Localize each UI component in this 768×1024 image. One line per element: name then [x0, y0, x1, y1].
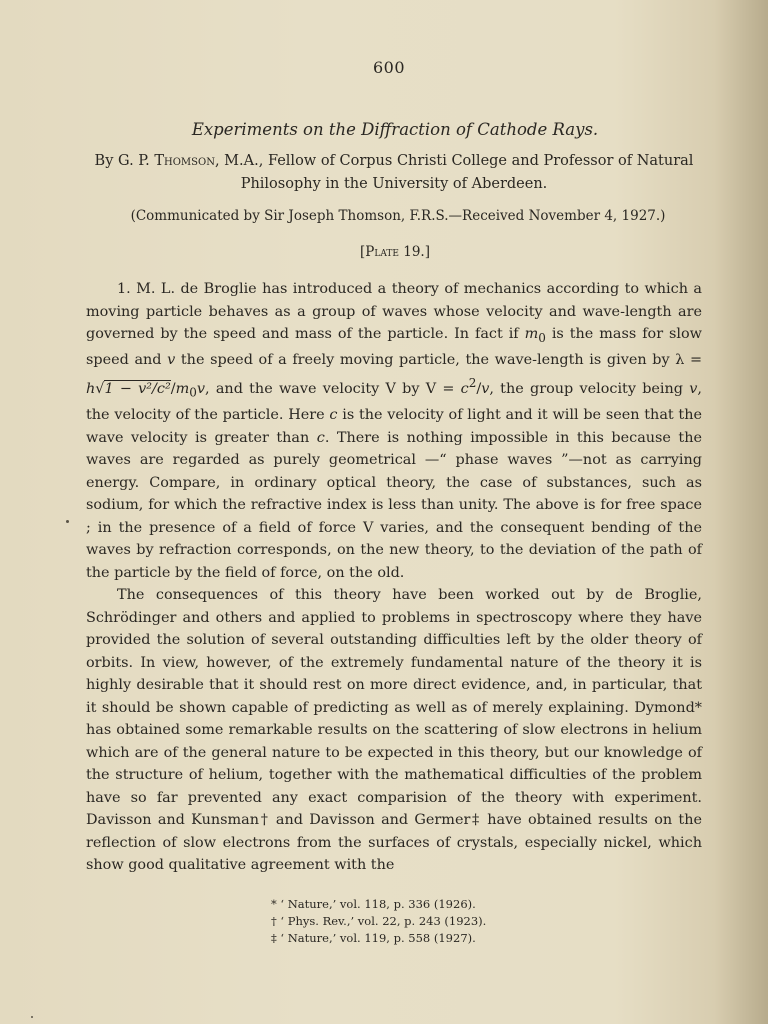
paper-speck — [66, 520, 69, 523]
footnote-1: * ‘ Nature,’ vol. 118, p. 336 (1926). — [271, 897, 476, 911]
math-c: c — [316, 429, 325, 446]
math-h: h — [86, 380, 96, 397]
plate-number: 19.] — [398, 244, 430, 260]
text-run: , the velocity of the particle. Here — [86, 380, 702, 424]
text-run: have obtained results on the reflection of slow electrons from the surfaces of crystals, especially nickel, which show good qualitative agreement with the — [86, 812, 702, 874]
math-v: v — [167, 352, 176, 369]
math-subscript: 0 — [189, 385, 197, 400]
text-run: is the velocity of light and it will be seen that the wave velocity is greater than — [86, 407, 702, 446]
math-m: m — [175, 380, 190, 397]
math-v: v — [689, 380, 698, 397]
page-number: 600 — [372, 58, 406, 77]
text-run: and Davisson and Germer — [269, 812, 471, 829]
plate-open-bracket: [ — [360, 244, 366, 260]
footnote-ref-dagger: † — [259, 812, 270, 829]
math-v: v — [481, 380, 490, 397]
text-run: / — [476, 380, 482, 397]
plate-word: Plate — [365, 244, 399, 260]
author-byline — [88, 150, 700, 196]
article-title: Experiments on the Diffraction of Cathode Rays. — [191, 120, 599, 139]
paragraph-2 — [86, 584, 702, 877]
article-body — [86, 278, 702, 877]
footnote-ref-double-dagger: ‡ — [470, 812, 481, 829]
text-run: The consequences of this theory have been worked out by de Broglie, Schrödinger and others and applied to problems in spectroscopy where they have provided the solution of several outstanding difficulties left by the older theory of orbits. In view, however, of the extremely fundamental nature of the theory it is highly desirable that it should rest on more direct evidence, and, in particular, that it should be shown capable of predicting as well as of merely explaining. Dymond — [86, 587, 702, 716]
text-run: , the group velocity being — [489, 380, 690, 397]
text-run: has obtained some remarkable results on the scattering of slow electrons in helium which are of the general nature to be expected in this theory, but our knowledge of the structure of helium, together with the mathematical difficulties of the problem have so far prevented any exact comparision of the theory with experiment. Davisson and Kunsman — [86, 722, 702, 829]
byline-by: By G. P. — [94, 153, 155, 169]
plate-reference — [0, 244, 768, 260]
footnote-ref-star: * — [694, 699, 702, 716]
footnote-2: † ‘ Phys. Rev.,’ vol. 22, p. 243 (1923). — [271, 914, 487, 928]
author-affiliation: , M.A., Fellow of Corpus Christi College and Professor of Natural Philosophy in the University of Aberdeen. — [214, 153, 694, 192]
math-superscript: 2 — [468, 375, 477, 390]
math-m: m — [524, 326, 539, 342]
paragraph-1 — [86, 278, 702, 584]
math-slash: / — [170, 380, 176, 397]
author-name: Thomson — [154, 153, 215, 169]
math-v: v — [196, 380, 206, 397]
text-run: is the mass for slow speed and — [86, 326, 703, 369]
paper-speck — [31, 1016, 33, 1018]
math-c: c — [329, 407, 338, 424]
footnotes — [271, 896, 486, 947]
communicated-line: (Communicated by Sir Joseph Thomson, F.R.S.—Received November 4, 1927.) — [130, 208, 666, 224]
text-run: . There is nothing impossible in this because the waves are regarded as purely geometrical —“ phase waves ”—not as carrying energy. Compare, in ordinary optical theory, the case of substances, such as sodium, for which the refractive index is less than unity. The above is for free space ; in the presence of a field of force V varies, and the consequent bending of the waves by refraction corresponds, on the new theory, to the deviation of the path of the particle by the field of force, on the old. — [86, 429, 703, 581]
text-run: , and the wave velocity V by V = — [205, 380, 461, 397]
math-c: c — [460, 380, 469, 397]
footnote-3: ‡ ‘ Nature,’ vol. 119, p. 558 (1927). — [271, 931, 476, 945]
text-run: 1. M. L. de Broglie has introduced a theory of mechanics according to which a moving particle behaves as a group of waves whose velocity and wave-length are governed by the speed and mass of the particle. In fact if — [86, 281, 702, 342]
text-run: the speed of a freely moving particle, the wave-length is given by λ = — [175, 352, 702, 369]
math-subscript: 0 — [538, 330, 546, 345]
math-radicand: 1 − v²/c² — [104, 380, 171, 397]
math-radical: √ — [95, 380, 105, 397]
